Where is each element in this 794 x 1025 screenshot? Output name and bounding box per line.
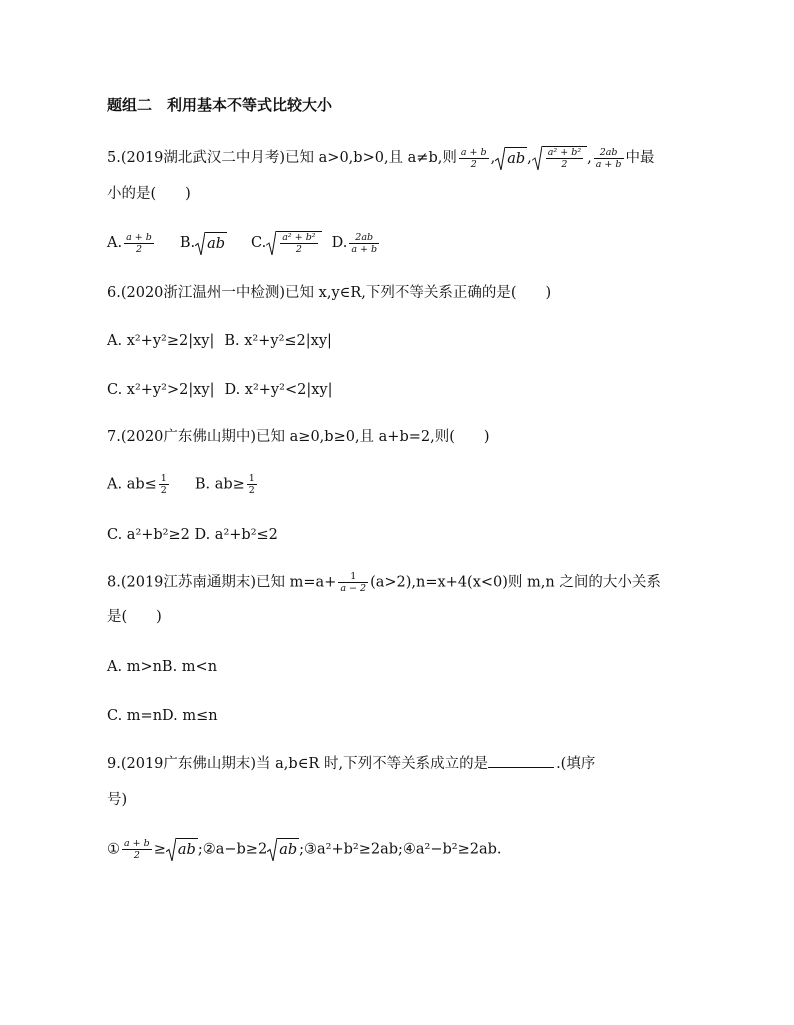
q9-choice-1-sqrt: ab (166, 838, 198, 861)
q7-option-a-half: $\frac{1}{2}$ (160, 473, 167, 496)
question-9-line-2: 号) (107, 792, 128, 808)
question-8-options-row-2: C. m=nD. m≤n (107, 708, 218, 724)
question-9-line-1 (107, 753, 595, 775)
q6-option-d: D. x²+y²<2|xy| (224, 382, 333, 398)
q8-frac-1-over-a-minus-2: $\frac{1}{a - 2}$ (340, 571, 367, 594)
q7-option-b-half: $\frac{1}{2}$ (248, 473, 255, 496)
question-8-options-row-1: A. m>nB. m<n (107, 659, 218, 675)
q5-option-a-label: A. (107, 235, 123, 251)
q5-sqrt-ab: ab (495, 147, 527, 170)
q5-option-c-sqrt: $\frac{\text{a² + b²}}{2}$ (266, 231, 321, 255)
q9-choice-1-ge: ≥ (153, 841, 166, 858)
question-9-choices (107, 838, 502, 861)
q9-choices-3-4: ;③a²+b²≥2ab;④a²−b²≥2ab. (299, 841, 502, 858)
q9-stem-a: 9.(2019广东佛山期末)当 a,b∈R 时,下列不等关系成立的是 (107, 756, 489, 772)
q5-option-d-frac: $\frac{2ab}{a + b}$ (351, 231, 378, 255)
q9-choice-1-frac: $\frac{a + b}{2}$ (124, 838, 150, 861)
question-8-line-2: 是( ) (107, 609, 162, 625)
q9-choice-2-sqrt: ab (267, 838, 299, 861)
q6-option-c: C. x²+y²>2|xy| (107, 382, 215, 398)
question-7-options-row-2: C. a²+b²≥2 D. a²+b²≤2 (107, 527, 278, 543)
section-heading: 题组二 利用基本不等式比较大小 (107, 96, 333, 114)
question-6-options-row-1 (107, 330, 332, 352)
q9-answer-blank[interactable] (488, 753, 554, 768)
question-5-line-1: 5.(2019湖北武汉二中月考)已知 a>0,b>0,且 a≠b,则 $\frac{a + b}{2}$ , ab , $\frac{\text{a² + b²}}{2}$ , $\frac{2ab}{a + b}$ 中最 (107, 146, 655, 170)
q5-option-b-sqrt: ab (195, 232, 227, 255)
q7-option-b: B. ab≥ (194, 476, 245, 493)
q9-choice-2: ;②a−b≥2 (197, 841, 268, 858)
q5-frac-a-plus-b-over-2: $\frac{a + b}{2}$ (460, 146, 487, 170)
q5-sqrt-mean-square: $\frac{\text{a² + b²}}{2}$ (532, 146, 587, 170)
q5-option-b-label: B. (179, 235, 196, 251)
q5-stem-b: 中最 (625, 150, 655, 166)
question-6-options-row-2 (107, 379, 332, 401)
q6-option-b: B. x²+y²≤2|xy| (224, 333, 332, 349)
q5-option-d-label: D. (331, 235, 348, 251)
q8-stem-b: (a>2),n=x+4(x<0)则 m,n 之间的大小关系 (370, 574, 661, 591)
question-7-options-row-1 (107, 473, 259, 496)
q5-frac-2ab-over-a-plus-b: $\frac{2ab}{a + b}$ (595, 146, 622, 170)
q6-option-a: A. x²+y²≥2|xy| (107, 333, 215, 349)
q5-option-a-frac: $\frac{a + b}{2}$ (126, 231, 152, 255)
q7-option-a: A. ab≤ (107, 476, 157, 493)
q5-stem-a: 5.(2019湖北武汉二中月考)已知 a>0,b>0,且 a≠b,则 (107, 150, 457, 166)
question-8-line-1 (107, 571, 661, 594)
question-6-stem: 6.(2020浙江温州一中检测)已知 x,y∈R,下列不等关系正确的是( ) (107, 285, 552, 301)
question-5-line-2: 小的是( ) (107, 186, 191, 202)
q9-choice-1-marker: ① (107, 841, 120, 858)
q5-option-c-label: C. (251, 235, 267, 251)
question-5-options (107, 231, 381, 255)
question-7-stem: 7.(2020广东佛山期中)已知 a≥0,b≥0,且 a+b=2,则( ) (107, 429, 490, 445)
q8-stem-a: 8.(2019江苏南通期末)已知 m=a+ (107, 574, 337, 591)
q9-stem-b: .(填序 (556, 756, 596, 772)
